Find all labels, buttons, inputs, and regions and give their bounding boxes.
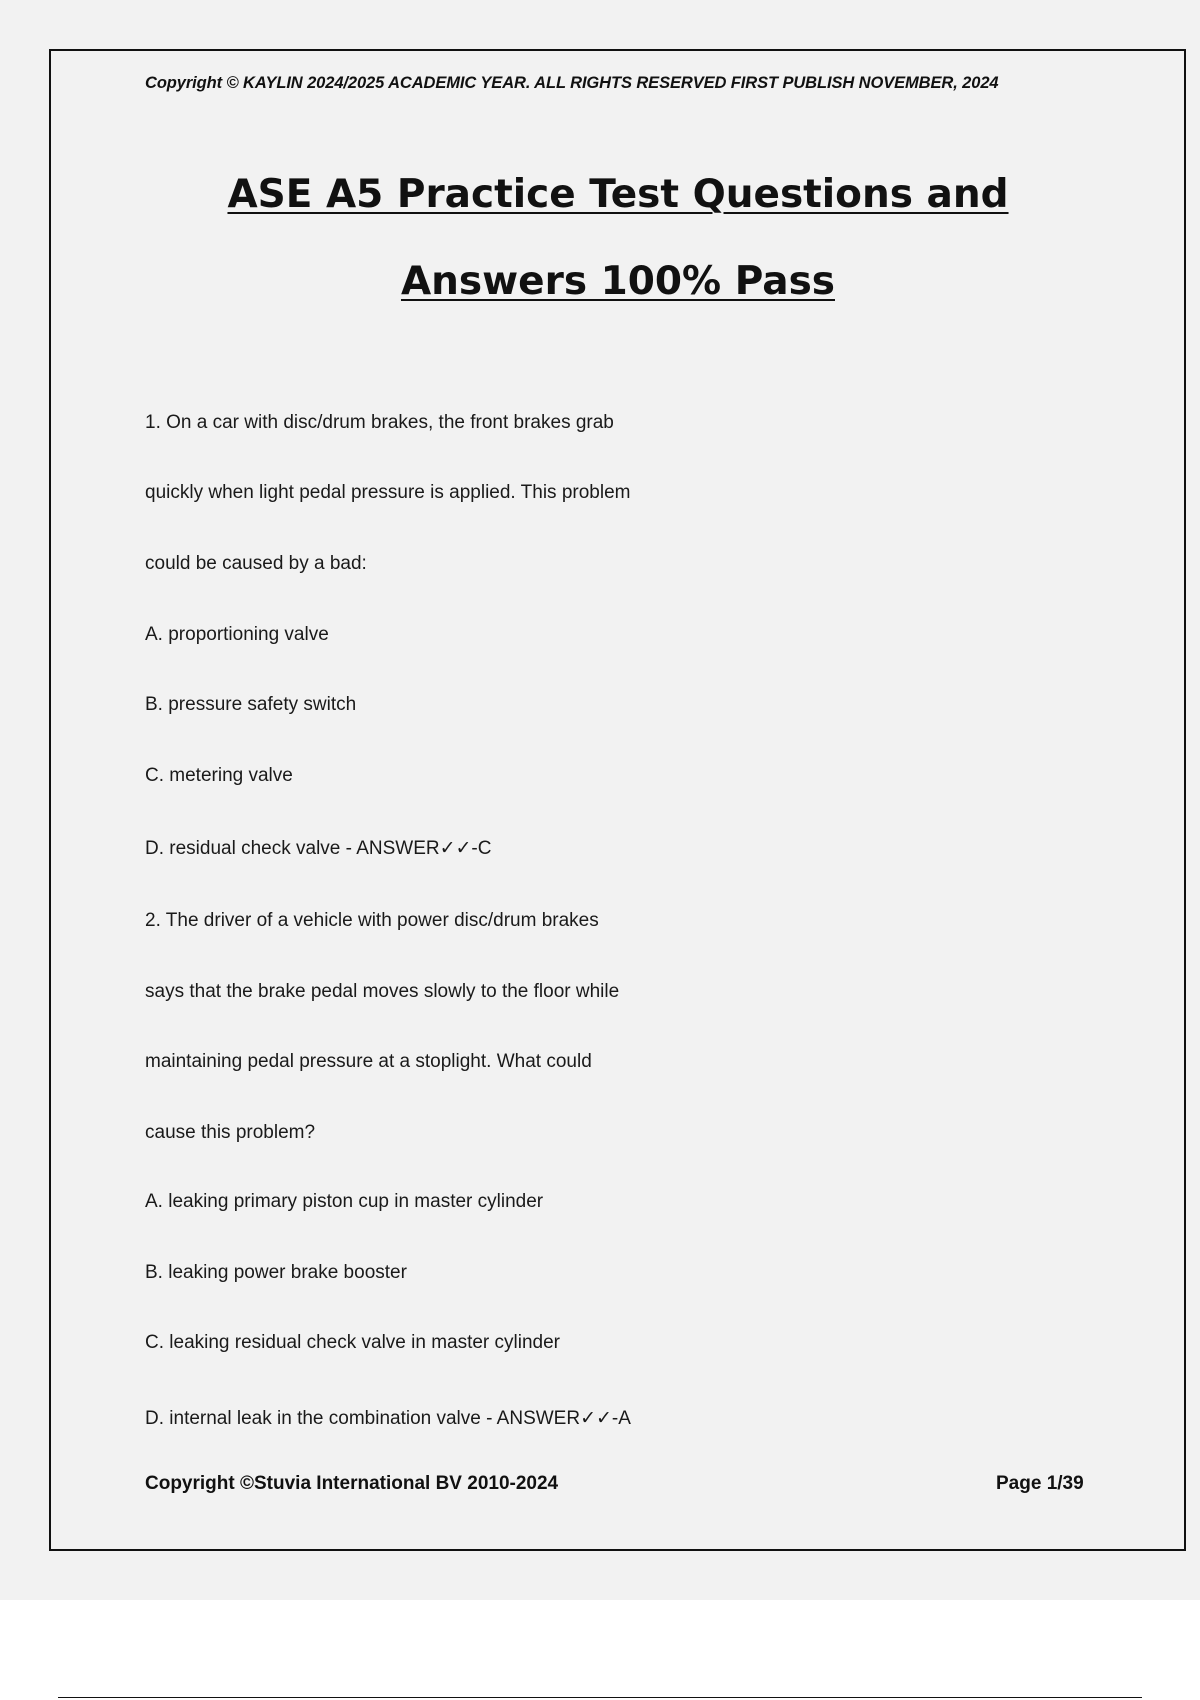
question-2-option-c: C. leaking residual check valve in master cylinder [145,1332,561,1353]
page-number: Page 1/39 [996,1473,1084,1494]
question-2-option-b: B. leaking power brake booster [145,1262,407,1283]
question-2-option-a: A. leaking primary piston cup in master cylinder [145,1191,544,1212]
question-1-option-b: B. pressure safety switch [145,694,357,715]
title-text-1: ASE A5 Practice Test Questions and [227,172,1009,217]
question-1-line-3: could be caused by a bad: [145,553,367,574]
question-2-line-1: 2. The driver of a vehicle with power disc/drum brakes [145,910,599,931]
question-1-line-1: 1. On a car with disc/drum brakes, the front brakes grab [145,412,614,433]
header-copyright: Copyright © KAYLIN 2024/2025 ACADEMIC YEAR. ALL RIGHTS RESERVED FIRST PUBLISH NOVEMBER, 2024 [145,74,999,92]
document-title-line-1 [0,172,1200,217]
document-title-line-2 [0,259,1200,304]
footer-copyright: Copyright ©Stuvia International BV 2010-2024 [145,1473,559,1494]
next-page-divider [58,1697,1142,1698]
question-2-line-3: maintaining pedal pressure at a stoplight. What could [145,1051,592,1072]
question-2-option-d-answer: D. internal leak in the combination valve - ANSWER✓✓-A [145,1408,631,1429]
question-1-option-d-answer: D. residual check valve - ANSWER✓✓-C [145,838,492,859]
title-text-2: Answers 100% Pass [400,259,835,304]
question-1-option-c: C. metering valve [145,765,293,786]
question-2-line-2: says that the brake pedal moves slowly to the floor while [145,981,620,1002]
question-1-line-2: quickly when light pedal pressure is applied. This problem [145,482,631,503]
question-1-option-a: A. proportioning valve [145,624,329,645]
question-2-line-4: cause this problem? [145,1122,316,1143]
